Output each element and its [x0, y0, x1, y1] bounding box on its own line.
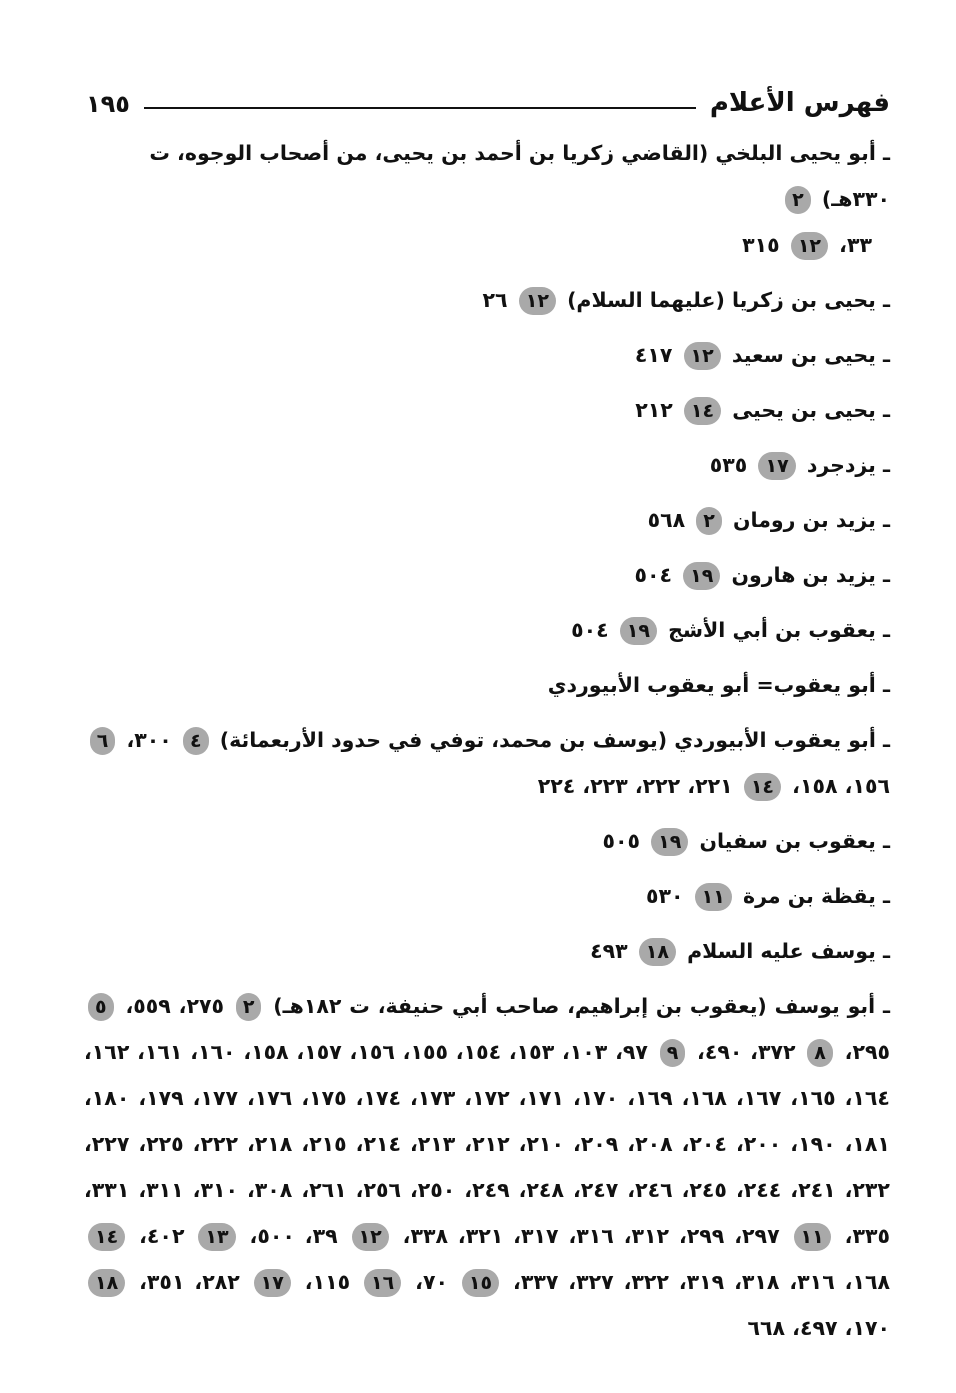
entry-refs: ٢٢١، ٢٢٢، ٢٢٣، ٢٢٤ — [537, 774, 733, 798]
entry-refs: ٤٩٣ — [590, 939, 628, 963]
entry-refs: ٥٣٠ — [645, 884, 684, 908]
volume-badge: ١٣ — [198, 1223, 235, 1251]
entry-refs: ٢٩٧، ٢٩٩، ٣١٢، ٣١٦، ٣١٧، ٣٢١، ٣٣٨، — [392, 1224, 780, 1248]
entry-dash: ـ — [882, 884, 890, 908]
entry-refs: ١٥٦، ١٥٨، — [785, 774, 890, 798]
entry-name: يحيى بن زكريا (عليهما السلام) — [567, 288, 876, 312]
entry-dash: ـ — [882, 728, 890, 752]
index-entry — [84, 332, 890, 378]
volume-badge: ١١ — [695, 883, 732, 911]
volume-badge: ١١ — [794, 1223, 831, 1251]
entry-refs: ٢٧٥، ٥٥٩، — [117, 994, 224, 1018]
volume-badge: ١٥ — [462, 1269, 499, 1297]
header-rule — [144, 107, 696, 109]
entry-refs: ٧٠، — [405, 1270, 448, 1294]
entry-refs: ٢٩٥، — [836, 1040, 890, 1064]
entry-refs: ٣٧٢، ٤٩٠، — [689, 1040, 796, 1064]
index-entry — [84, 983, 890, 1351]
entry-refs: ٢٦ — [482, 288, 508, 312]
volume-badge: ١٨ — [639, 938, 676, 966]
entry-refs: ٥٠٤ — [571, 618, 609, 642]
index-entry — [84, 928, 890, 974]
entry-name: يوسف عليه السلام — [687, 939, 876, 963]
entry-refs: ٩٧، ١٠٣، ١٥٣، ١٥٤، ١٥٥، ١٥٦، ١٥٧، ١٥٨، ١٦٠، ١٦١، ١٦٢، ١٦٤، ١٦٥، ١٦٧، ١٦٨، ١٦٩، ١٧٠، ١٧١، ١٧٢، ١٧٣، ١٧٤، ١٧٥، ١٧٦، ١٧٧، ١٧٩، ١٨٠، ١٨١، ١٩٠، ٢٠٠، ٢٠٤، ٢٠٨، ٢٠٩، ٢١٠، ٢١٢، ٢١٣، ٢١٤، ٢١٥، ٢١٨، ٢٢٢، ٢٢٥، ٢٢٧، ٢٣٢، ٢٤١، ٢٤٤، ٢٤٥، ٢٤٦، ٢٤٧، ٢٤٨، ٢٤٩، ٢٥٠، ٢٥٦، ٢٦١، ٣٠٨، ٣١٠، ٣١١، ٣٣١، ٣٣٥، — [84, 1040, 890, 1248]
volume-badge: ٢ — [236, 993, 262, 1021]
entry-name: يزيد بن هارون — [731, 563, 876, 587]
entry-dash: ـ — [882, 829, 890, 853]
volume-badge: ١٦ — [364, 1269, 401, 1297]
volume-badge: ٢ — [696, 507, 722, 535]
entry-refs: ٢١٢ — [635, 398, 673, 422]
volume-badge: ١٨ — [88, 1269, 125, 1297]
volume-badge: ٥ — [88, 993, 114, 1021]
volume-badge: ١٤ — [88, 1223, 125, 1251]
entry-name: يحيى بن يحيى — [732, 398, 876, 422]
entry-refs: ٥٠٥ — [602, 829, 640, 853]
entry-refs: ٢٨٢، ٣٥١، — [129, 1270, 240, 1294]
volume-badge: ١٧ — [758, 452, 795, 480]
volume-badge: ٩ — [660, 1039, 686, 1067]
index-entry — [84, 873, 890, 919]
entry-refs: ٣٠٠، — [119, 728, 172, 752]
entry-refs: ٥٣٥ — [709, 453, 748, 477]
index-entry — [84, 818, 890, 864]
index-entry — [84, 607, 890, 653]
volume-badge: ٨ — [807, 1039, 833, 1067]
volume-badge: ١٢ — [519, 287, 556, 315]
index-entry — [84, 130, 890, 268]
page-number: ١٩٥ — [86, 90, 130, 118]
entry-name: أبو يوسف (يعقوب بن إبراهيم، صاحب أبي حنيفة، ت ١٨٢هـ) — [273, 994, 876, 1018]
entry-name: يعقوب بن أبي الأشج — [668, 618, 876, 642]
volume-badge: ٤ — [183, 727, 209, 755]
entry-refs: ٣٣، — [832, 233, 872, 257]
volume-badge: ١٩ — [683, 562, 720, 590]
entry-name: يقظة بن مرة — [743, 884, 876, 908]
running-header — [86, 74, 890, 118]
entry-refs: ٥٦٨ — [647, 508, 686, 532]
index-entry — [84, 442, 890, 488]
entry-name: أبو يعقوب الأبيوردي (يوسف بن محمد، توفي في حدود الأربعمائة) — [219, 728, 876, 752]
volume-badge: ١٢ — [352, 1223, 389, 1251]
index-entry — [84, 387, 890, 433]
index-entry — [84, 662, 890, 708]
index-entries — [84, 130, 890, 1360]
entry-dash: ـ — [882, 343, 890, 367]
entry-refs: ٣١٥ — [742, 233, 780, 257]
index-entry — [84, 277, 890, 323]
header-title: فهرس الأعلام — [709, 88, 890, 118]
volume-badge: ١٤ — [684, 397, 721, 425]
entry-name: أبو يحيى البلخي (القاضي زكريا بن أحمد بن يحيى، من أصحاب الوجوه، ت ٣٣٠هـ) — [149, 141, 890, 211]
entry-refs: ٤١٧ — [634, 343, 673, 367]
entry-dash: ـ — [882, 563, 890, 587]
entry-dash: ـ — [882, 288, 890, 312]
volume-badge: ٦ — [90, 727, 116, 755]
entry-name: يزدجرد — [806, 453, 876, 477]
volume-badge: ١٤ — [744, 773, 781, 801]
entry-refs: ٣٩، ٥٠٠، — [239, 1224, 338, 1248]
entry-name: أبو يعقوب= أبو يعقوب الأبيوردي — [547, 673, 876, 697]
entry-dash: ـ — [882, 398, 890, 422]
entry-refs: ١٧٠، ٤٩٧، ٦٦٨ — [747, 1316, 890, 1340]
entry-dash: ـ — [882, 673, 890, 697]
entry-dash: ـ — [883, 994, 891, 1018]
volume-badge: ١٩ — [651, 828, 688, 856]
volume-badge: ١٧ — [254, 1269, 291, 1297]
volume-badge: ١٢ — [684, 342, 721, 370]
entry-name: يحيى بن سعيد — [731, 343, 876, 367]
volume-badge: ١٢ — [791, 232, 828, 260]
entry-dash: ـ — [882, 618, 890, 642]
entry-refs: ١١٥، — [294, 1270, 351, 1294]
index-entry — [84, 552, 890, 598]
entry-refs: ١٦٨، ٣١٦، ٣١٨، ٣١٩، ٣٢٢، ٣٢٧، ٣٣٧، — [503, 1270, 890, 1294]
index-entry — [84, 717, 890, 809]
entry-refs: ٤٠٢، — [129, 1224, 185, 1248]
entry-name: يعقوب بن سفيان — [699, 829, 876, 853]
entry-dash: ـ — [882, 141, 890, 165]
entry-name: يزيد بن رومان — [733, 508, 876, 532]
volume-badge: ٢ — [785, 186, 811, 214]
entry-dash: ـ — [882, 508, 890, 532]
entry-refs: ٥٠٤ — [634, 563, 672, 587]
entry-dash: ـ — [882, 939, 890, 963]
volume-badge: ١٩ — [620, 617, 657, 645]
index-entry — [84, 497, 890, 543]
entry-dash: ـ — [882, 453, 890, 477]
